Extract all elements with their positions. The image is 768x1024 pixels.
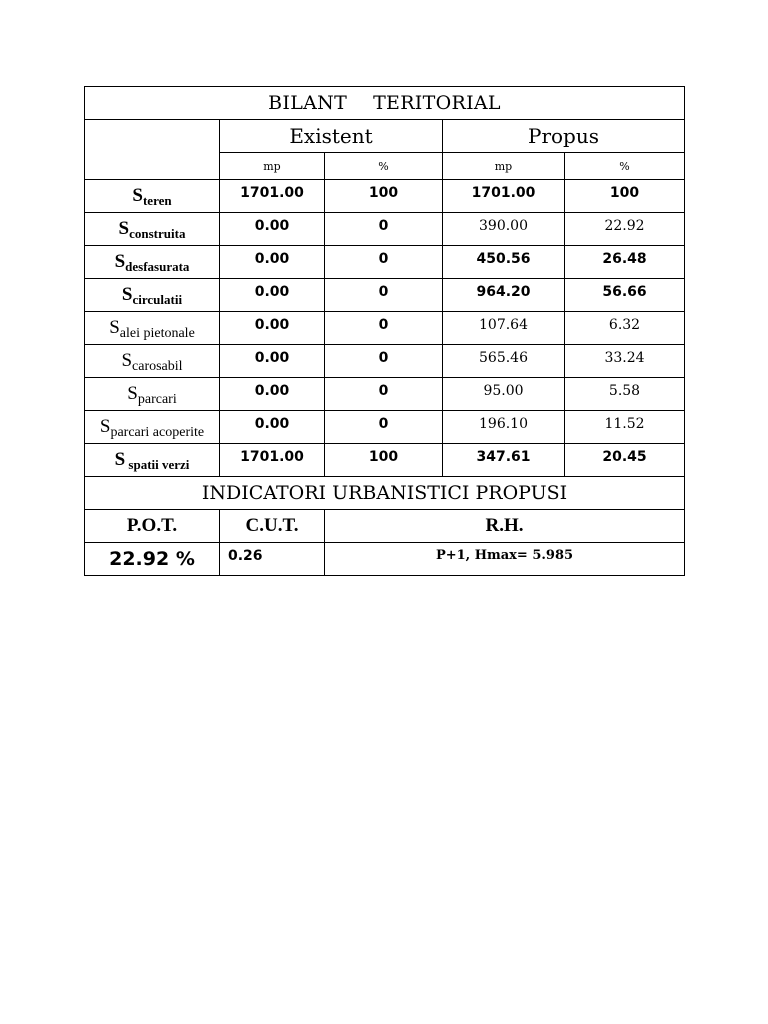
empty-corner-cell xyxy=(85,120,220,180)
existent-pct-cell: 0 xyxy=(325,279,443,312)
unit-propus-mp: mp xyxy=(443,153,565,180)
propus-pct-cell: 11.52 xyxy=(565,411,685,444)
propus-header: Propus xyxy=(443,120,685,153)
existent-mp-cell: 0.00 xyxy=(220,213,325,246)
propus-pct-cell: 56.66 xyxy=(565,279,685,312)
table-title: BILANT TERITORIAL xyxy=(85,87,685,120)
existent-pct-cell: 0 xyxy=(325,246,443,279)
propus-pct-cell: 33.24 xyxy=(565,345,685,378)
existent-pct-cell: 100 xyxy=(325,180,443,213)
table-row xyxy=(85,213,685,246)
table-row xyxy=(85,180,685,213)
existent-mp-cell: 1701.00 xyxy=(220,444,325,477)
table-row xyxy=(85,444,685,477)
table-row xyxy=(85,312,685,345)
row-label: Sparcari xyxy=(85,378,220,411)
unit-existent-pct: % xyxy=(325,153,443,180)
propus-mp-cell: 107.64 xyxy=(443,312,565,345)
existent-mp-cell: 0.00 xyxy=(220,312,325,345)
existent-mp-cell: 0.00 xyxy=(220,345,325,378)
propus-pct-cell: 100 xyxy=(565,180,685,213)
indicators-title: INDICATORI URBANISTICI PROPUSI xyxy=(85,477,685,510)
existent-header: Existent xyxy=(220,120,443,153)
propus-mp-cell: 565.46 xyxy=(443,345,565,378)
table-row xyxy=(85,246,685,279)
table-row xyxy=(85,411,685,444)
propus-pct-cell: 26.48 xyxy=(565,246,685,279)
propus-mp-cell: 390.00 xyxy=(443,213,565,246)
propus-pct-cell: 22.92 xyxy=(565,213,685,246)
existent-mp-cell: 0.00 xyxy=(220,246,325,279)
row-label: $S_{construita}$ xyxy=(85,213,220,246)
propus-mp-cell: 196.10 xyxy=(443,411,565,444)
existent-pct-cell: 0 xyxy=(325,312,443,345)
existent-pct-cell: 100 xyxy=(325,444,443,477)
row-label: $S_{desfasurata}$ xyxy=(85,246,220,279)
existent-mp-cell: 1701.00 xyxy=(220,180,325,213)
existent-pct-cell: 0 xyxy=(325,411,443,444)
unit-propus-pct: % xyxy=(565,153,685,180)
pot-header: P.O.T. xyxy=(85,510,220,543)
cut-header: C.U.T. xyxy=(220,510,325,543)
propus-pct-cell: 20.45 xyxy=(565,444,685,477)
group-header-row xyxy=(85,120,685,153)
existent-mp-cell: 0.00 xyxy=(220,411,325,444)
rh-value: P+1, Hmax= 5.985 xyxy=(325,543,685,576)
table-row xyxy=(85,279,685,312)
indicators-header-row xyxy=(85,510,685,543)
row-label: Sparcari acoperite xyxy=(85,411,220,444)
row-label: Salei pietonale xyxy=(85,312,220,345)
existent-pct-cell: 0 xyxy=(325,378,443,411)
propus-pct-cell: 6.32 xyxy=(565,312,685,345)
cut-value: 0.26 xyxy=(220,543,325,576)
existent-mp-cell: 0.00 xyxy=(220,279,325,312)
propus-mp-cell: 964.20 xyxy=(443,279,565,312)
indicators-title-row xyxy=(85,477,685,510)
table-row xyxy=(85,378,685,411)
row-label: $S_{circulatii}$ xyxy=(85,279,220,312)
propus-mp-cell: 347.61 xyxy=(443,444,565,477)
propus-mp-cell: 95.00 xyxy=(443,378,565,411)
row-label: Scarosabil xyxy=(85,345,220,378)
row-label: $S_{teren}$ xyxy=(85,180,220,213)
pot-value: 22.92 % xyxy=(85,543,220,576)
row-label: S $_{spatii verzi}$ xyxy=(85,444,220,477)
propus-mp-cell: 450.56 xyxy=(443,246,565,279)
propus-pct-cell: 5.58 xyxy=(565,378,685,411)
bilant-teritorial-table xyxy=(84,86,685,576)
indicators-value-row xyxy=(85,543,685,576)
propus-mp-cell: 1701.00 xyxy=(443,180,565,213)
title-row xyxy=(85,87,685,120)
unit-existent-mp: mp xyxy=(220,153,325,180)
existent-pct-cell: 0 xyxy=(325,213,443,246)
rh-header: R.H. xyxy=(325,510,685,543)
existent-mp-cell: 0.00 xyxy=(220,378,325,411)
table-row xyxy=(85,345,685,378)
existent-pct-cell: 0 xyxy=(325,345,443,378)
